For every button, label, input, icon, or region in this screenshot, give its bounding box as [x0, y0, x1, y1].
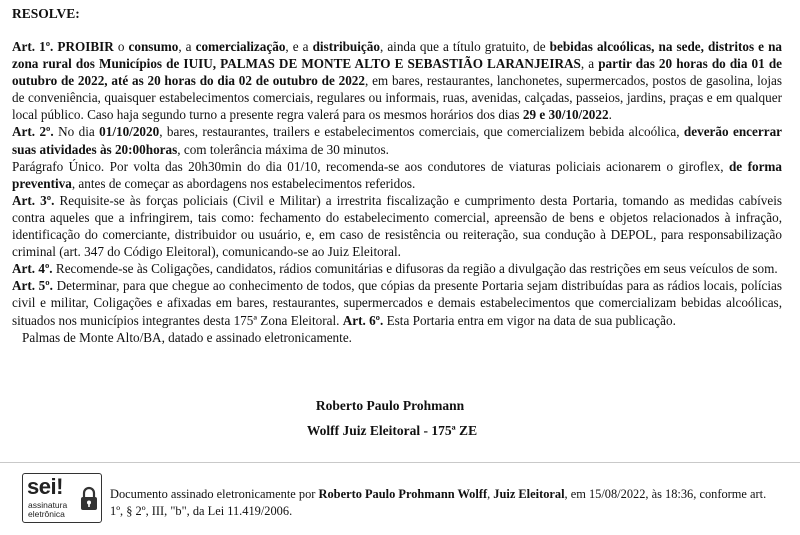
article-1-bold-second-round: 29 e 30/10/2022	[522, 107, 609, 123]
sei-electronic-signature-seal	[22, 473, 102, 523]
article-5-text: Determinar, para que chegue ao conhecimento de todos, que cópias da presente Portaria sejam distribuídas para as rádios locais, polícias civil e militar, Coligações e afixadas em bares, restaurantes, supermercados e demais estabelecimentos que comercializam bebidas alcoólicas, situados nos municípios integrantes desta 175ª Zona Eleitoral.	[12, 278, 783, 328]
article-1-bold-consumption: consumo	[128, 39, 179, 54]
signer-title: Wolff Juiz Eleitoral - 175ª ZE	[306, 423, 478, 438]
article-5-number: Art. 5º.	[12, 278, 53, 294]
article-2-text: , bares, restaurantes, trailers e estabelecimentos comerciais, que comercializem bebida alcoólica,	[159, 124, 680, 140]
footer-signer-name: Roberto Paulo Prohmann Wolff	[318, 487, 488, 501]
footer-divider	[0, 462, 800, 463]
article-2-text: No dia	[58, 124, 95, 140]
article-4	[12, 260, 782, 277]
article-2-bold-closing: deverão encerrar suas atividades às 20:00horas	[12, 124, 783, 157]
footer-text: , em 15/08/2022, às 18:36, conforme art. 1º, § 2º, III, "b", da Lei 11.419/2006.	[110, 487, 767, 518]
article-6-number: Art. 6º.	[342, 312, 384, 328]
article-1-text: , a	[178, 39, 192, 54]
paragrafo-unico	[12, 158, 782, 192]
article-1-bold-commercialization: comercialização	[195, 39, 286, 54]
sei-logo-word: sei!	[27, 474, 63, 499]
padlock-icon	[79, 486, 99, 512]
footer-signer-role: Juiz Eleitoral	[493, 487, 565, 501]
article-1-text: o	[117, 39, 125, 54]
article-1-text: , a	[580, 56, 595, 72]
article-4-number: Art. 4º.	[12, 261, 53, 277]
signer-name: Roberto Paulo Prohmann	[315, 398, 465, 413]
article-4-text: Recomende-se às Coligações, candidatos, rádios comunitárias e difusoras da região a divulgação das restrições em seus veículos de som.	[55, 261, 778, 277]
article-6-text: Esta Portaria entra em vigor na data de sua publicação.	[386, 312, 676, 328]
footer-text: Documento assinado eletronicamente por	[110, 487, 316, 501]
article-3	[12, 192, 782, 260]
article-1	[12, 38, 782, 123]
sei-caption-line-1: assinatura	[28, 500, 68, 510]
signature-footer-text	[110, 486, 770, 520]
article-1-number: Art. 1º.	[12, 39, 54, 54]
article-1-text: , e a	[285, 39, 309, 54]
sei-logo-caption	[28, 501, 67, 519]
article-3-text: Requisite-se às forças policiais (Civil e Militar) a irrestrita fiscalização e cumprimento desta Portaria, tomando as medidas cabíveis contra aqueles que a infringirem, tais como: fechamento do estabelecimento comercial, apreensão de bens e objetos relacionados à infração, identificação do comerciante, distribuidor ou usuário, e, em caso de resistência ou reiteração, sua condução à DEPOL, para responsabilização criminal (art. 347 do Código Eleitoral), comunicando-se ao Juiz Eleitoral.	[12, 192, 783, 260]
paragrafo-text: , antes de começar as abordagens nos estabelecimentos referidos.	[71, 175, 416, 191]
sei-caption-line-2: eletrônica	[28, 509, 65, 519]
article-5	[12, 277, 782, 328]
article-1-bold-prohibit: PROIBIR	[57, 39, 114, 54]
article-3-number: Art. 3º.	[12, 192, 55, 208]
article-2-number: Art. 2º.	[12, 124, 54, 140]
article-1-bold-period: partir das 20 horas do dia 01 de outubro de 2022, até as 20 horas do dia 02 de outubro de 2022	[12, 56, 783, 89]
paragrafo-text: Parágrafo Único. Por volta das 20h30min do dia 01/10, recomenda-se aos condutores de viaturas policiais acionarem o giroflex,	[12, 158, 724, 174]
article-2-bold-date: 01/10/2020	[99, 124, 160, 140]
article-1-bold-scope: bebidas alcoólicas, na sede, distritos e na zona rural dos Municípios de IUIU, PALMAS DE MONTE ALTO E SEBASTIÃO LARANJEIRAS	[12, 39, 783, 72]
paragrafo-bold: de forma preventiva	[12, 158, 783, 191]
article-1-text: , em bares, restaurantes, lanchonetes, supermercados, postos de gasolina, lojas de conveniência, quaisquer estabelecimentos comerciais, regulares ou informais, ruas, avenidas, calçadas, passeios, jardins, praças e em qualquer local público. Caso haja segundo turno a presente regra valerá para os mesmos horários dos dias	[12, 73, 782, 123]
resolution-body	[12, 38, 782, 346]
article-1-text: .	[608, 107, 612, 123]
footer-text: ,	[487, 487, 491, 501]
article-2	[12, 123, 782, 157]
article-2-text: , com tolerância máxima de 30 minutos.	[177, 141, 389, 157]
article-1-bold-distribution: distribuição	[312, 39, 380, 54]
article-1-text: , ainda que a título gratuito, de	[379, 39, 546, 54]
place-date: Palmas de Monte Alto/BA, datado e assinado eletronicamente.	[22, 329, 352, 345]
resolve-heading: RESOLVE:	[12, 6, 80, 21]
